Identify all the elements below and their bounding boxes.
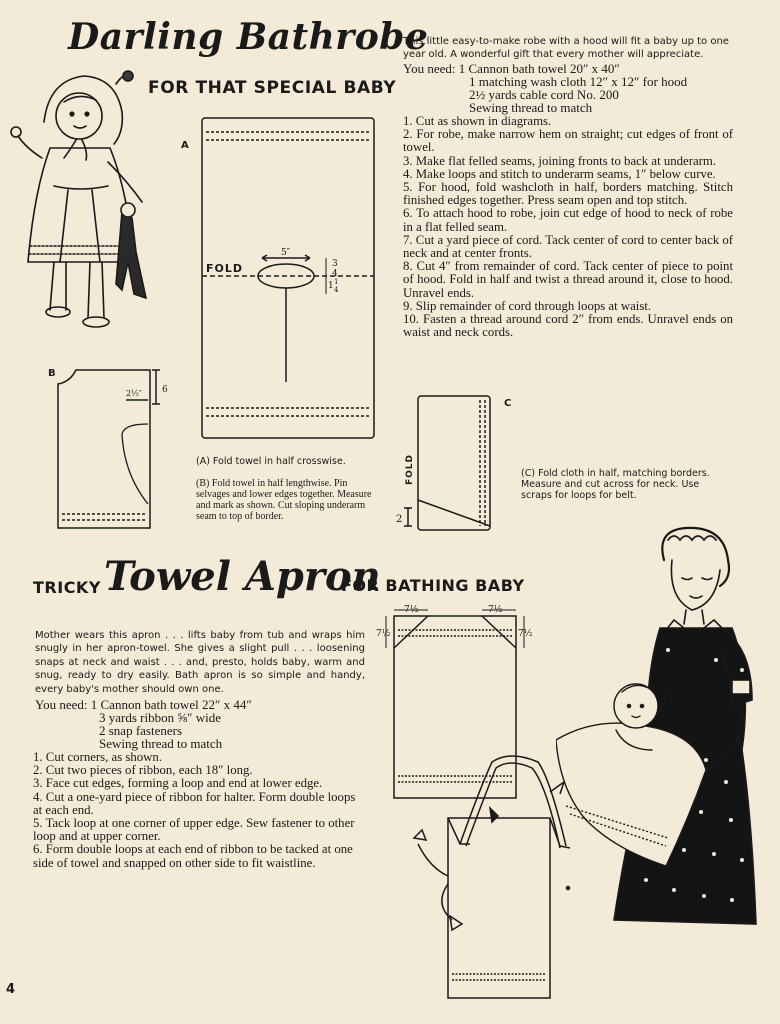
diagram-b-label: B [48,368,56,379]
apron-step: 2. Cut two pieces of ribbon, each 18″ long. [33,763,253,778]
apron-step: 3. Face cut edges, forming a loop and end at lower edge. [33,776,323,791]
apron-need-item: 1 Cannon bath towel 22″ x 44″ [90,697,252,712]
fold-label-a: FOLD [206,262,244,275]
apron-dim-side-left: 7½ [376,629,391,639]
mother-holding-baby-illustration [556,520,764,940]
bathrobe-step: 6. To attach hood to robe, join cut edge of hood to neck of robe in a flat felled seam. [403,206,733,234]
apron-dim-top-right: 7½ [488,605,503,615]
apron-title: Towel Apron [104,553,381,600]
apron-need-item: 2 snap fasteners [99,723,183,738]
diagram-b-towel [52,364,172,536]
bathrobe-title: Darling Bathrobe [68,16,429,58]
apron-need-item: Sewing thread to match [99,736,223,751]
bathrobe-step: 1. Cut as shown in diagrams. [403,114,552,128]
bathrobe-step: 3. Make flat felled seams, joining fronts to back at underarm. [403,153,717,168]
apron-step: 6. Form double loops at each end of ribbon to be tacked at one side of towel and snapped on other side to fit waistline. [33,842,353,870]
dimension-five: 5″ [281,248,291,258]
apron-dim-side-right: 7½ [518,629,533,639]
bathrobe-needs-list [403,62,733,114]
diagram-c-washcloth [392,390,500,538]
baby-in-bathrobe-illustration [4,62,164,334]
apron-intro: Mother wears this apron . . . lifts baby from tub and wraps him snugly in her apron-towel. She gives a slight pull . . . loosening snaps at neck and waist . . . and, presto, holds baby, warm and snug, ready to dry easily. Bath apron is so simple and handy, every baby's mother should own one. [35,630,365,695]
apron-step: 1. Cut corners, as shown. [33,750,163,764]
diagram-a-towel [196,112,382,446]
bathrobe-subtitle: FOR THAT SPECIAL BABY [148,78,397,98]
bathrobe-step: 10. Fasten a thread around cord 2″ from ends. Unravel ends on waist and neck cords. [403,312,733,340]
apron-dim-top-left: 7½ [404,605,419,615]
bathrobe-step: 5. For hood, fold washcloth in half, borders matching. Stitch finished edges together. Press seam open and top stitch. [403,180,733,208]
bathrobe-step: 8. Cut 4″ from remainder of cord. Tack center of piece to point of hood. Fold in half and twist a thread around it, close to hood. Unravel ends. [403,259,733,300]
apron-you-need-label: You need: [35,697,88,712]
bathrobe-need-item: 1 Cannon bath towel 20″ x 40″ [458,61,620,76]
dimension-six: 6 [162,385,168,395]
bathrobe-need-item: 2½ yards cable cord No. 200 [469,87,619,102]
dimension-two: 2 [396,514,403,525]
page-number: 4 [6,982,16,997]
caption-c: (C) Fold cloth in half, matching borders. Measure and cut across for neck. Use scraps for loops for belt. [521,468,710,501]
apron-step: 5. Tack loop at one corner of upper edge. Sew fastener to other loop and at upper corner. [33,816,355,844]
dimension-one-quarter-whole: 1 [328,281,334,291]
bathrobe-you-need-label: You need: [403,61,456,76]
apron-step: 4. Cut a one-yard piece of ribbon for halter. Form double loops at each end. [33,789,356,817]
caption-a: (A) Fold towel in half crosswise. [196,456,346,467]
dimension-two-half: 2½″ [126,389,142,398]
diagram-c-label: C [504,398,512,409]
apron-need-item: 3 yards ribbon ⅝″ wide [99,710,222,725]
dimension-one-quarter-num: 1 [334,278,339,286]
diagram-a-label: A [181,140,189,151]
bathrobe-step: 2. For robe, make narrow hem on straight; cut edges of front of towel. [403,127,733,155]
dimension-three-quarter-den: 4 [332,269,338,279]
bathrobe-need-item: 1 matching wash cloth 12″ x 12″ for hood [469,74,688,89]
bathrobe-step: 4. Make loops and stitch to underarm seams, 1″ below curve. [403,166,716,181]
bathrobe-intro: This little easy-to-make robe with a hood will fit a baby up to one year old. A wonderful gift that every mother will appreciate. [403,36,729,60]
apron-steps [33,751,365,870]
dimension-three-quarter-num: 3 [332,259,338,269]
bathrobe-steps [403,115,733,339]
apron-subtitle: FOR BATHING BABY [341,576,525,595]
bathrobe-step: 9. Slip remainder of cord through loops at waist. [403,298,652,313]
fold-label-c: FOLD [405,453,415,485]
apron-tricky-label: TRICKY [33,578,101,597]
bathrobe-step: 7. Cut a yard piece of cord. Tack center of cord to center back of neck and at center fronts. [403,232,734,261]
caption-b: (B) Fold towel in half lengthwise. Pin selvages and lower edges together. Measure and mark as shown. Cut sloping underarm seam to top of border. [196,478,372,522]
bathrobe-need-item: Sewing thread to match [469,100,593,115]
dimension-one-quarter-den: 4 [334,286,339,294]
apron-needs-list [35,698,365,750]
